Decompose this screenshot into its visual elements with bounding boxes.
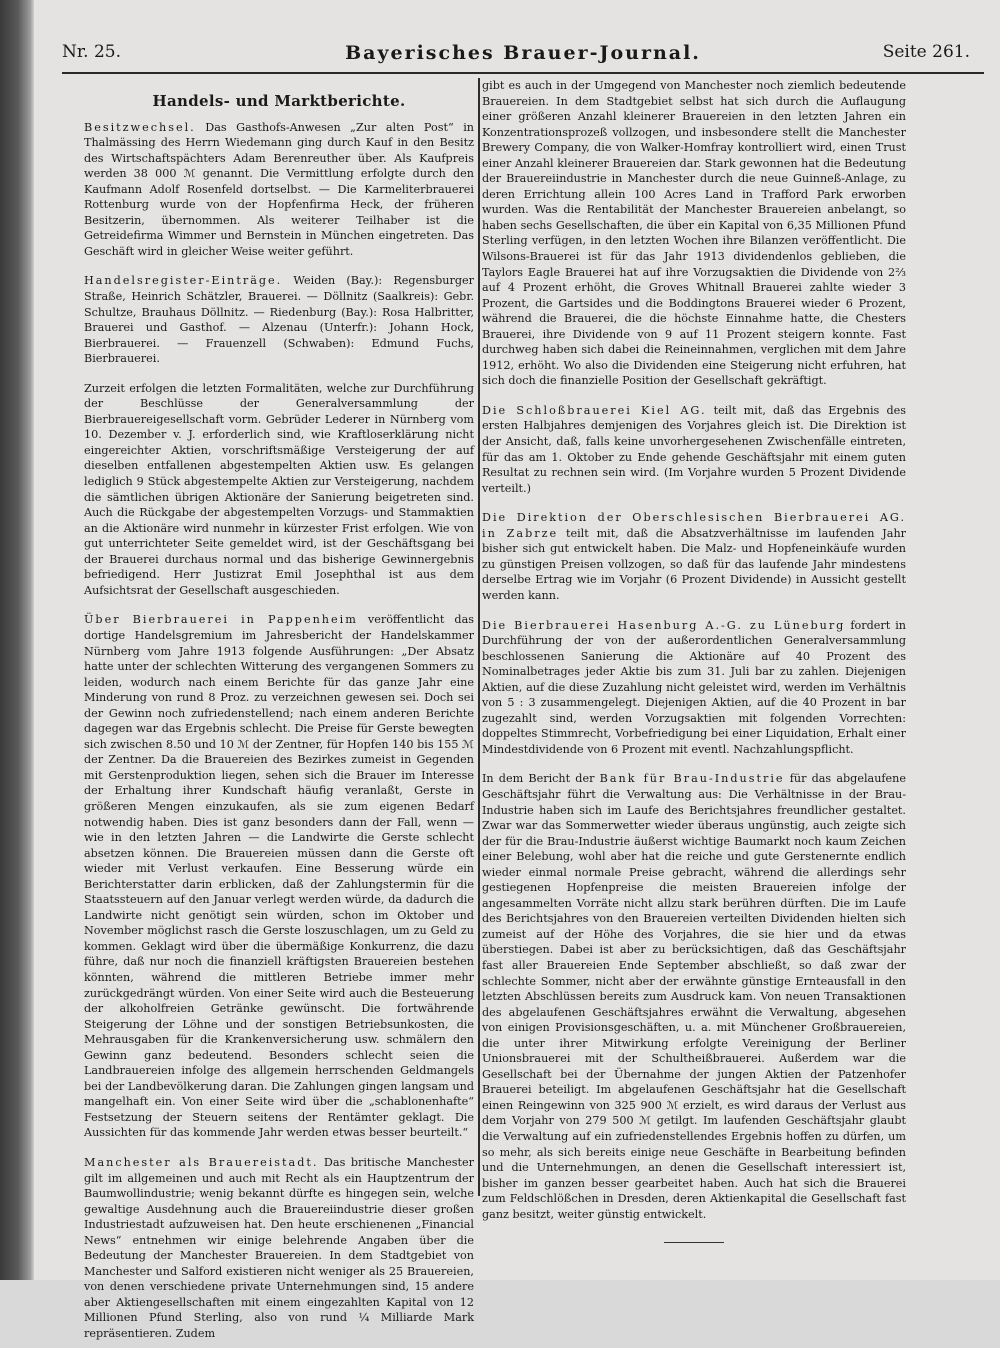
article-text: In dem Bericht der: [482, 772, 600, 786]
page-number: Seite 261.: [882, 42, 970, 62]
article-text: teilt mit, daß die Absatzverhältnisse im laufenden Jahr bisher sich gut entwickelt haben. Die Malz- und Hopfeneinkäufe wurden zu günstigen Preisen vollzogen, so daß für das laufende Jahr mindestens derselbe Ertrag wie im Vorjahr (6 Prozent Dividende) in Aussicht gestellt werden kann.: [482, 526, 907, 602]
article-bank-brau-industrie: [482, 771, 906, 1222]
article-text: Weiden (Bay.): Regensburger Straße, Heinrich Schätzler, Brauerei. — Döllnitz (Saalkreis): Gebr. Schultze, Brauhaus Döllnitz. — Riedenburg (Bay.): Rosa Halbritter, Brauerei und Gasthof. — Alzenau (Unterfr.): Johann Hock, Bierbrauerei. — Frauenzell (Schwaben): Edmund Fuchs, Bierbrauerei.: [84, 274, 474, 366]
article-text: fordert in Durchführung der von der außerordentlichen Generalversammlung beschlossenen Sanierung die Aktionäre auf 40 Prozent des Nominalbetrages jeder Aktie bis zum 31. Juli bar zu zahlen. Diejenigen Aktien, auf die diese Zuzahlung nicht geleistet wird, werden im Verhältnis von 5 : 3 zusammengelegt. Diejenigen Aktien, auf die 40 Prozent in bar zugezahlt sind, werden Vorzugsaktien mit folgenden Vorrechten: doppeltes Stimmrecht, Vorbefriedigung bei einer Liquidation, Erhalt einer Mindestdividende von 6 Prozent mit eventl. Nachzahlungspflicht.: [482, 618, 906, 756]
article-text: Das britische Manchester gilt im allgemeinen und auch mit Recht als ein Hauptzentrum der Baumwollindustrie; wenig bekannt dürfte es hingegen sein, welche gewaltige Ausdehnung auch die Brauereiindustrie dieser großen Industriestadt aufzuweisen hat. Den heute erschienenen „Financial News“ entnehmen wir einige belehrende Angaben über die Bedeutung der Manchester Brauereien. In dem Stadtgebiet von Manchester und Salford existieren nicht weniger als 25 Brauereien, von denen verschiedene private Unternehmungen sind, 15 andere aber Aktiengesellschaften mit einem eingezahlten Kapital von 12 Millionen Pfund Sterling, also von rund ¼ Milliarde Mark repräsentieren. Zudem: [84, 1156, 474, 1341]
article-kiel: [482, 403, 906, 496]
article-text: Zurzeit erfolgen die letzten Formalitäten, welche zur Durchführung der Beschlüsse der Generalversammlung der Bierbrauereigesellschaft vorm. Gebrüder Lederer in Nürnberg vom 10. Dezember v. J. erforderlich sind, wie Kraftloserklärung nicht eingereichter Aktien, vorschriftsmäßige Versteigerung der auf dieselben entfallenen abgestempelten Aktien usw. Es gelangen lediglich 9 Stück abgestempelte Aktien zur Versteigerung, nachdem die sämtlichen übrigen Aktionäre der Sanierung beigetreten sind. Auch die Rückgabe der abgestempelten Vorzugs- und Stammaktien an die Aktionäre wird nunmehr in kürzester Frist erfolgen. Wie von gut unterrichteter Seite gemeldet wird, ist der Geschäftsgang bei der Brauerei durchaus normal und das bisherige Gewinnergebnis befriedigend. Herr Justizrat Emil Josephthal ist aus dem Aufsichtsrat der Gesellschaft ausgeschieden.: [84, 381, 474, 597]
article-manchester-continued: [482, 78, 906, 389]
article-text: teilt mit, daß das Ergebnis des ersten Halbjahres demjenigen des Vorjahres gleich ist. Die Direktion ist der Ansicht, daß, falls keine unvorhergesehenen Zwischenfälle eintreten, für das am 1. Oktober zu Ende gehende Geschäftsjahr mit einem guten Resultat zu rechnen sein wird. (Im Vorjahre wurden 5 Prozent Dividende verteilt.): [482, 403, 906, 495]
article-register-entries: [84, 273, 474, 366]
article-property-change: [84, 120, 474, 260]
article-lead: Manchester als Brauereistadt.: [84, 1156, 319, 1169]
article-lead: Die Schloßbrauerei Kiel AG.: [482, 403, 707, 417]
section-title: Handels- und Marktberichte.: [152, 92, 406, 110]
article-lead: Handelsregister-Einträge.: [84, 274, 283, 288]
article-text: Das Gasthofs-Anwesen „Zur alten Post“ in Thalmässing des Herrn Wiedemann ging durch Kauf in den Besitz des Wirtschaftspächters Adam Berenreuther über. Als Kaufpreis werden 38 000 ℳ genannt. Die Vermittlung erfolgte durch den Kaufmann Adolf Rosenfeld dortselbst. — Die Karmeliterbrauerei Rottenburg wurde von der Hopfenfirma Heck, der früheren Besitzerin, übernommen. Als weiterer Teilhaber ist die Getreidefirma Wimmer und Bernstein in München eingetreten. Das Geschäft wird in gleicher Weise weiter geführt.: [84, 120, 474, 258]
column-divider: [478, 78, 480, 1196]
article-lead: Besitzwechsel.: [84, 120, 196, 134]
end-rule: [664, 1242, 724, 1243]
left-column: [84, 78, 474, 1348]
article-pappenheim: [84, 612, 474, 1141]
article-lead: Bank für Brau-Industrie: [599, 772, 785, 786]
journal-title: Bayerisches Brauer-Journal.: [345, 42, 701, 64]
article-lead: Über Bierbrauerei in Pappenheim: [84, 613, 358, 627]
article-zabrze: [482, 510, 906, 603]
article-hasenburg: [482, 618, 906, 758]
article-lead: Die Bierbrauerei Hasenburg A.-G. zu Lüneburg: [482, 618, 846, 632]
article-lead: Die Direktion der Oberschlesischen Bierbrauerei AG. in Zabrze: [482, 511, 906, 540]
right-column: [482, 78, 906, 1243]
article-text: für das abgelaufene Geschäftsjahr führt die Verwaltung aus: Die Verhältnisse in der Brau-Industrie haben sich im Laufe des Berichtsjahres freundlicher gestaltet. Zwar war das Sommerwetter wieder überaus ungünstig, auch zeigte sich der für die Brau-Industrie äußerst wichtige Baumarkt noch kaum Zeichen einer Belebung, wohl aber hat die reiche und gute Gerstenernte endlich wieder einmal normale Preise gebracht, während die allerdings sehr gestiegenen Hopfenpreise die meisten Brauereien infolge der angesammelten Vorräte nicht allzu stark berühren dürften. Die im Laufe des Berichtsjahres von den Brauereien verteilten Dividenden hielten sich zumeist auf der Höhe des Vorjahres, die sie hier und da etwas überstiegen. Dabei ist aber zu berücksichtigen, daß das Geschäftsjahr fast aller Brauereien Ende September abschließt, so daß zwar der schlechte Sommer, nicht aber der erwähnte günstige Ernteausfall in den letzten Abschlüssen bereits zum Ausdruck kam. Von neuen Transaktionen des abgelaufenen Geschäftsjahres erwähnt die Verwaltung, abgesehen von einigen Provisionsgeschäften, u. a. mit Münchener Großbrauereien, die unter ihrer Mitwirkung erfolgte Vereinigung der Berliner Unionsbrauerei mit der Schultheißbrauerei. Außerdem war die Gesellschaft bei der Übernahme der jungen Aktien der Patzenhofer Brauerei beteiligt. Im abgelaufenen Geschäftsjahr hat die Gesellschaft einen Reingewinn von 325 900 ℳ erzielt, es wird daraus der Verlust aus dem Vorjahr von 279 500 ℳ getilgt. Im laufenden Geschäftsjahr glaubt die Verwaltung auf ein zufriedenstellendes Ergebnis hoffen zu dürfen, um so mehr, als sich bereits einige neue Geschäfte in Bearbeitung befinden und die Unternehmungen, an denen die Gesellschaft interessiert ist, bisher im ganzen besser gearbeitet haben. Auch hat sich die Brauerei zum Feldschlößchen in Dresden, deren Aktienkapital die Gesellschaft fast ganz besitzt, weiter günstig entwickelt.: [482, 772, 907, 1221]
article-lederer: [84, 381, 474, 599]
book-binding-edge: [0, 0, 34, 1280]
header-rule: [62, 72, 984, 74]
article-manchester: [84, 1155, 474, 1342]
issue-number: Nr. 25.: [62, 42, 121, 62]
article-text: gibt es auch in der Umgegend von Manchester noch ziemlich bedeutende Brauereien. In dem Stadtgebiet selbst hat sich durch die Auflaugung einer größeren Anzahl kleinerer Brauereien in den letzten Jahren ein Konzentrationsprozeß vollzogen, und insbesondere stellt die Manchester Brewery Company, die von Walker-Homfray kontrolliert wird, einen Trust einer Anzahl kleinerer Brauereien dar. Stark gewonnen hat die Bedeutung der Brauereiindustrie in Manchester durch die neue Guinneß-Anlage, zu deren Errichtung allein 100 Acres Land in Trafford Park erworben wurden. Was die Rentabilität der Manchester Brauereien anbelangt, so haben sechs Gesellschaften, die über ein Kapital von 6,35 Millionen Pfund Sterling verfügen, in den letzten Wochen ihre Bilanzen veröffentlicht. Die Wilsons-Brauerei ist für das Jahr 1913 dividendenlos geblieben, die Taylors Eagle Brauerei hat auf ihre Vorzugsaktien die Dividende von 2⅔ auf 4 Prozent erhöht, die Groves Whitnall Brauerei zahlte wieder 3 Prozent, die Gartsides und die Boddingtons Brauerei wieder 6 Prozent, während die Brauerei, die die höchste Einnahme hatte, die Chesters Brauerei, ihre Dividende von 9 auf 11 Prozent steigern konnte. Fast durchweg haben sich dabei die Reineinnahmen, verglichen mit dem Jahre 1912, erhöht. Wo also die Dividenden eine Steigerung nicht erfuhren, hat sich doch die finanzielle Position der Gesellschaft gekräftigt.: [482, 79, 906, 388]
article-text: veröffentlicht das dortige Handelsgremium im Jahresbericht der Handelskammer Nürnberg vom Jahre 1913 folgende Ausführungen: „Der Absatz hatte unter der schlechten Witterung des vergangenen Sommers zu leiden, wodurch nach einem Berichte für das ganze Jahr eine Minderung von rund 8 Proz. zu verzeichnen gewesen sei. Doch sei der Gewinn noch zufriedenstellend; nach einem anderen Berichte dagegen war das Ergebnis schlecht. Die Preise für Gerste bewegten sich zwischen 8.50 und 10 ℳ der Zentner, für Hopfen 140 bis 155 ℳ der Zentner. Da die Brauereien des Bezirkes zumeist in Gegenden mit Gerstenproduktion liegen, sehen sich die Brauer im Interesse der Erhaltung ihrer Kundschaft häufig veranlaßt, Gerste in größeren Mengen einzukaufen, als sie zum eigenen Bedarf notwendig haben. Dies ist ganz besonders dann der Fall, wenn — wie in den letzten Jahren — die Landwirte die Gerste schlecht absetzen können. Die Brauereien müssen dann die Gerste oft wieder mit Verlust verkaufen. Eine Besserung würde ein Berichterstatter darin erblicken, daß der Zahlungstermin für die Staatssteuern auf den Januar verlegt werden würde, da dadurch die Landwirte nicht genötigt sein würden, schon im Oktober und November möglichst rasch die Gerste loszuschlagen, um zu Geld zu kommen. Geklagt wird über die übermäßige Konkurrenz, die dazu führe, daß nur noch die finanziell kräftigsten Brauereien bestehen könnten, während die mittleren Betriebe immer mehr zurückgedrängt würden. Von einer Seite wird auch die Besteuerung der alkoholfreien Getränke gewünscht. Die fortwährende Steigerung der Löhne und der sonstigen Betriebsunkosten, die Mehrausgaben für die Krankenversicherung usw. schmälern den Gewinn ganz bedeutend. Besonders schlecht seien die Landbrauereien infolge des allgemein herrschenden Geldmangels bei der Landbevölkerung daran. Die Zahlungen gingen langsam und mangelhaft ein. Von einer Seite wird über die „schablonenhafte“ Festsetzung der Steuern seitens der Rentämter geklagt. Die Aussichten für das kommende Jahr werden etwas besser beurteilt.“: [84, 613, 474, 1140]
page-header: [62, 42, 984, 70]
